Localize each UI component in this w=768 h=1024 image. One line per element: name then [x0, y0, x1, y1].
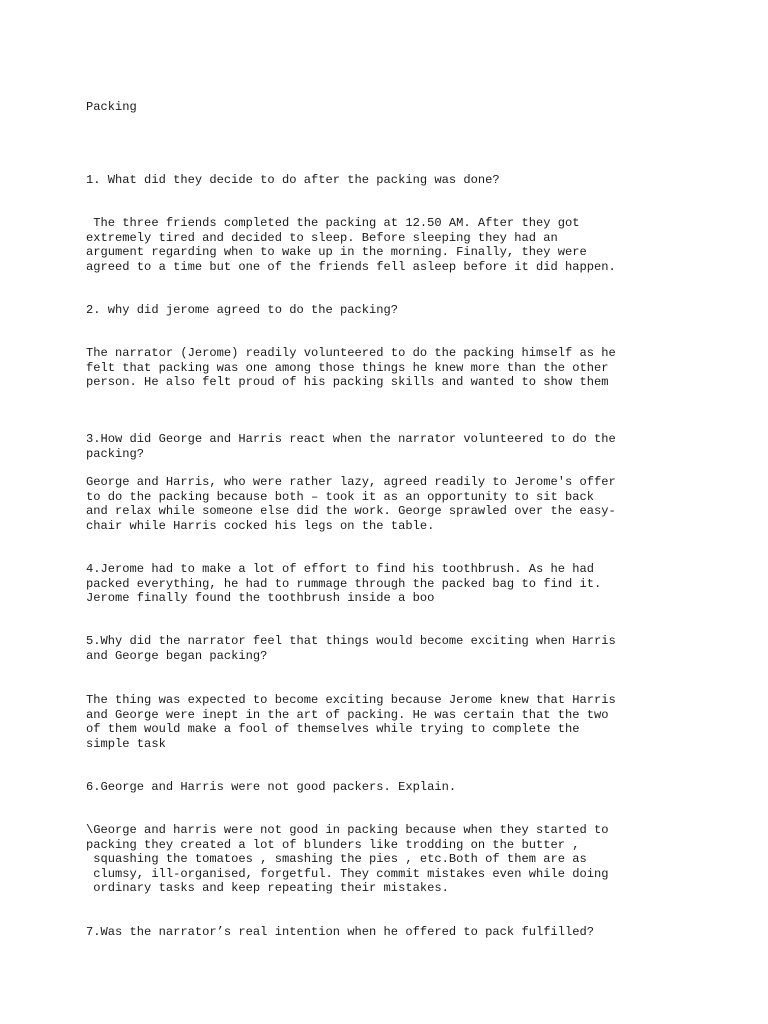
question-3-line-1: 3.How did George and Harris react when the narrator volunteered to do the	[86, 432, 616, 446]
answer-5-line-1: The thing was expected to become exciting because Jerome knew that Harris	[86, 693, 616, 707]
answer-1-line-1: The three friends completed the packing at 12.50 AM. After they got	[86, 216, 580, 230]
answer-4-line-1: 4.Jerome had to make a lot of effort to find his toothbrush. As he had	[86, 562, 595, 576]
question-7: 7.Was the narrator’s real intention when he offered to pack fulfilled?	[86, 925, 595, 939]
answer-2-line-1: The narrator (Jerome) readily volunteered to do the packing himself as he	[86, 346, 616, 360]
answer-2-line-3: person. He also felt proud of his packing skills and wanted to show them	[86, 375, 609, 390]
answer-1-line-3: argument regarding when to wake up in the morning. Finally, they were	[86, 245, 587, 260]
answer-2-line-2: felt that packing was one among those things he knew more than the other	[86, 360, 609, 375]
question-2: 2. why did jerome agreed to do the packing?	[86, 303, 399, 317]
answer-1-line-4: agreed to a time but one of the friends fell asleep before it did happen.	[86, 259, 616, 274]
answer-5-line-2: and George were inept in the art of packing. He was certain that the two	[86, 707, 609, 722]
question-3-line-2: packing?	[86, 446, 145, 461]
question-5-line-1: 5.Why did the narrator feel that things would become exciting when Harris	[86, 634, 616, 648]
answer-4-line-2: packed everything, he had to rummage through the packed bag to find it.	[86, 576, 602, 591]
answer-6-line-1: \George and harris were not good in packing because when they started to	[86, 823, 609, 837]
question-6: 6.George and Harris were not good packers. Explain.	[86, 780, 457, 794]
answer-6-line-5: ordinary tasks and keep repeating their mistakes.	[86, 881, 449, 896]
question-5-line-2: and George began packing?	[86, 648, 268, 663]
answer-6-line-2: packing they created a lot of blunders like trodding on the butter ,	[86, 837, 580, 852]
answer-6-line-4: clumsy, ill-organised, forgetful. They commit mistakes even while doing	[86, 866, 609, 881]
answer-5-line-4: simple task	[86, 736, 166, 751]
answer-3-line-2: to do the packing because both – took it as an opportunity to sit back	[86, 489, 595, 504]
answer-5-line-3: of them would make a fool of themselves while trying to complete the	[86, 722, 580, 737]
answer-1-line-2: extremely tired and decided to sleep. Before sleeping they had an	[86, 230, 558, 245]
answer-4-line-3: Jerome finally found the toothbrush inside a boo	[86, 591, 435, 606]
document-title: Packing	[86, 100, 137, 114]
answer-6-line-3: squashing the tomatoes , smashing the pies , etc.Both of them are as	[86, 852, 587, 867]
answer-3-line-4: chair while Harris cocked his legs on the table.	[86, 518, 435, 533]
answer-3-line-3: and relax while someone else did the work. George sprawled over the easy-	[86, 504, 616, 519]
answer-3-line-1: George and Harris, who were rather lazy, agreed readily to Jerome's offer	[86, 475, 616, 489]
question-1: 1. What did they decide to do after the packing was done?	[86, 173, 500, 187]
